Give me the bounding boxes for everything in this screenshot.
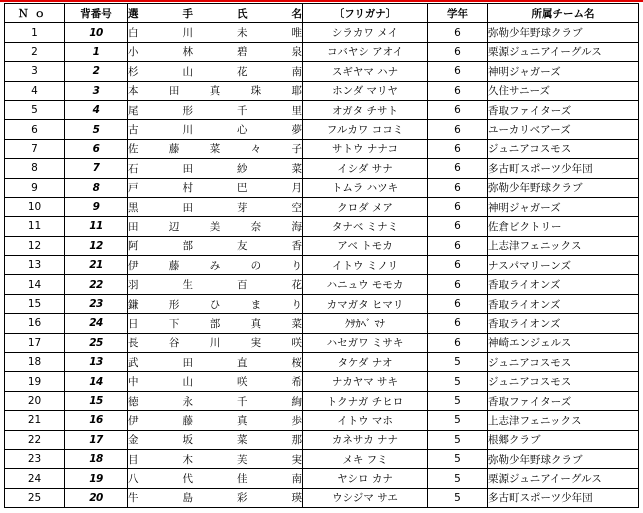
row-grade: 6 — [428, 275, 488, 294]
row-no: 23 — [5, 449, 65, 468]
row-no: 12 — [5, 236, 65, 255]
table-row — [5, 488, 639, 507]
row-grade: 6 — [428, 100, 488, 119]
row-kana: サトウ ナナコ — [303, 139, 428, 158]
table-row — [5, 372, 639, 391]
table-row — [5, 430, 639, 449]
row-grade: 6 — [428, 256, 488, 275]
row-number: 9 — [65, 197, 128, 216]
row-team: 多古町スポーツ少年団 — [488, 159, 639, 178]
row-no: 5 — [5, 100, 65, 119]
header-kana: 〔フリガナ〕 — [303, 4, 428, 23]
row-team: ユーカリベアーズ — [488, 120, 639, 139]
row-name: 伊 藤 真 歩 — [128, 411, 303, 430]
row-name: 尾 形 千 里 — [128, 100, 303, 119]
header-grade: 学年 — [428, 4, 488, 23]
row-team: 神崎エンジェルス — [488, 333, 639, 352]
row-name: 戸 村 巴 月 — [128, 178, 303, 197]
row-kana: イトウ ミノリ — [303, 256, 428, 275]
table-row — [5, 391, 639, 410]
row-name: 長 谷 川 実 咲 — [128, 333, 303, 352]
row-kana: スギヤマ ハナ — [303, 62, 428, 81]
row-grade: 6 — [428, 314, 488, 333]
row-team: ジュニアコスモス — [488, 139, 639, 158]
row-number: 8 — [65, 178, 128, 197]
row-number: 15 — [65, 391, 128, 410]
row-kana: フルカワ ココミ — [303, 120, 428, 139]
row-team: 香取ライオンズ — [488, 314, 639, 333]
row-number: 19 — [65, 469, 128, 488]
row-kana: ウシジマ サエ — [303, 488, 428, 507]
row-name: 白 川 未 唯 — [128, 23, 303, 42]
row-number: 23 — [65, 294, 128, 313]
table-row — [5, 256, 639, 275]
row-grade: 6 — [428, 23, 488, 42]
row-kana: ナカヤマ サキ — [303, 372, 428, 391]
row-kana: ｸｻｶﾍﾞ ﾏﾅ — [303, 314, 428, 333]
row-number: 1 — [65, 42, 128, 61]
row-kana: イシダ サナ — [303, 159, 428, 178]
row-kana: シラカワ メイ — [303, 23, 428, 42]
row-grade: 6 — [428, 42, 488, 61]
row-name: 目 木 芙 実 — [128, 449, 303, 468]
row-grade: 5 — [428, 411, 488, 430]
row-team: 弥勒少年野球クラブ — [488, 449, 639, 468]
row-no: 8 — [5, 159, 65, 178]
row-no: 6 — [5, 120, 65, 139]
table-row — [5, 294, 639, 313]
row-kana: アベ トモカ — [303, 236, 428, 255]
row-no: 11 — [5, 217, 65, 236]
table-row — [5, 217, 639, 236]
table-row — [5, 469, 639, 488]
row-team: 神明ジャガーズ — [488, 62, 639, 81]
row-number: 6 — [65, 139, 128, 158]
row-team: 佐倉ビクトリー — [488, 217, 639, 236]
row-no: 17 — [5, 333, 65, 352]
row-grade: 6 — [428, 81, 488, 100]
row-team: 香取ライオンズ — [488, 275, 639, 294]
row-team: 香取ファイターズ — [488, 100, 639, 119]
table-row — [5, 275, 639, 294]
row-number: 20 — [65, 488, 128, 507]
row-number: 11 — [65, 217, 128, 236]
row-name: 徳 永 千 絢 — [128, 391, 303, 410]
row-kana: ホンダ マリヤ — [303, 81, 428, 100]
player-roster-table — [4, 3, 639, 508]
table-row — [5, 23, 639, 42]
row-team: 上志津フェニックス — [488, 411, 639, 430]
row-grade: 6 — [428, 197, 488, 216]
row-name: 伊 藤 み の り — [128, 256, 303, 275]
table-row — [5, 449, 639, 468]
row-team: 根郷クラブ — [488, 430, 639, 449]
row-kana: トクナガ チヒロ — [303, 391, 428, 410]
row-grade: 6 — [428, 333, 488, 352]
row-name: 田 辺 美 奈 海 — [128, 217, 303, 236]
row-name: 武 田 直 桜 — [128, 353, 303, 372]
row-kana: オガタ チサト — [303, 100, 428, 119]
row-kana: カネサカ ナナ — [303, 430, 428, 449]
top-red-line — [0, 0, 643, 2]
row-team: 香取ライオンズ — [488, 294, 639, 313]
row-name: 佐 藤 菜 々 子 — [128, 139, 303, 158]
row-grade: 6 — [428, 178, 488, 197]
row-name: 中 山 咲 希 — [128, 372, 303, 391]
row-team: 久住サニーズ — [488, 81, 639, 100]
row-no: 10 — [5, 197, 65, 216]
row-number: 22 — [65, 275, 128, 294]
table-row — [5, 81, 639, 100]
row-name: 羽 生 百 花 — [128, 275, 303, 294]
row-grade: 5 — [428, 449, 488, 468]
row-kana: コバヤシ アオイ — [303, 42, 428, 61]
header-name: 選 手 氏 名 — [128, 4, 303, 23]
row-name: 古 川 心 夢 — [128, 120, 303, 139]
row-team: 弥勒少年野球クラブ — [488, 23, 639, 42]
row-grade: 5 — [428, 469, 488, 488]
row-grade: 5 — [428, 372, 488, 391]
header-team: 所属チーム名 — [488, 4, 639, 23]
row-grade: 6 — [428, 236, 488, 255]
row-name: 金 坂 菜 那 — [128, 430, 303, 449]
row-team: 弥勒少年野球クラブ — [488, 178, 639, 197]
row-grade: 5 — [428, 488, 488, 507]
row-number: 24 — [65, 314, 128, 333]
row-no: 25 — [5, 488, 65, 507]
row-no: 14 — [5, 275, 65, 294]
row-number: 21 — [65, 256, 128, 275]
row-name: 日 下 部 真 菜 — [128, 314, 303, 333]
row-no: 4 — [5, 81, 65, 100]
row-no: 24 — [5, 469, 65, 488]
row-no: 9 — [5, 178, 65, 197]
row-grade: 5 — [428, 430, 488, 449]
row-kana: トムラ ハツキ — [303, 178, 428, 197]
row-team: ジュニアコスモス — [488, 372, 639, 391]
header-number: 背番号 — [65, 4, 128, 23]
table-row — [5, 120, 639, 139]
row-name: 黒 田 芽 空 — [128, 197, 303, 216]
row-no: 3 — [5, 62, 65, 81]
row-no: 18 — [5, 353, 65, 372]
row-number: 3 — [65, 81, 128, 100]
table-row — [5, 178, 639, 197]
row-name: 石 田 紗 菜 — [128, 159, 303, 178]
row-name: 阿 部 友 香 — [128, 236, 303, 255]
row-number: 12 — [65, 236, 128, 255]
row-no: 2 — [5, 42, 65, 61]
row-number: 13 — [65, 353, 128, 372]
row-kana: ハセガワ ミサキ — [303, 333, 428, 352]
table-row — [5, 411, 639, 430]
row-kana: タケダ ナオ — [303, 353, 428, 372]
row-number: 7 — [65, 159, 128, 178]
row-number: 14 — [65, 372, 128, 391]
row-number: 16 — [65, 411, 128, 430]
table-row — [5, 236, 639, 255]
table-row — [5, 314, 639, 333]
row-team: ナスパマリーンズ — [488, 256, 639, 275]
row-number: 10 — [65, 23, 128, 42]
header-no: Ｎｏ — [5, 4, 65, 23]
row-no: 1 — [5, 23, 65, 42]
row-number: 25 — [65, 333, 128, 352]
row-team: 香取ファイターズ — [488, 391, 639, 410]
row-kana: イトウ マホ — [303, 411, 428, 430]
row-no: 13 — [5, 256, 65, 275]
row-name: 本 田 真 珠 耶 — [128, 81, 303, 100]
row-name: 鎌 形 ひ ま り — [128, 294, 303, 313]
row-team: ジュニアコスモス — [488, 353, 639, 372]
row-team: 上志津フェニックス — [488, 236, 639, 255]
row-number: 17 — [65, 430, 128, 449]
row-grade: 6 — [428, 139, 488, 158]
row-name: 杉 山 花 南 — [128, 62, 303, 81]
row-number: 5 — [65, 120, 128, 139]
row-number: 18 — [65, 449, 128, 468]
row-grade: 5 — [428, 391, 488, 410]
row-kana: ヤシロ カナ — [303, 469, 428, 488]
row-kana: クロダ メア — [303, 197, 428, 216]
row-kana: カマガタ ヒマリ — [303, 294, 428, 313]
row-no: 16 — [5, 314, 65, 333]
row-grade: 6 — [428, 294, 488, 313]
table-row — [5, 159, 639, 178]
row-grade: 5 — [428, 353, 488, 372]
row-grade: 6 — [428, 62, 488, 81]
row-grade: 6 — [428, 159, 488, 178]
row-grade: 6 — [428, 120, 488, 139]
row-no: 7 — [5, 139, 65, 158]
row-team: 神明ジャガーズ — [488, 197, 639, 216]
row-team: 栗源ジュニアイーグルス — [488, 42, 639, 61]
row-name: 八 代 佳 南 — [128, 469, 303, 488]
table-row — [5, 100, 639, 119]
row-team: 栗源ジュニアイーグルス — [488, 469, 639, 488]
row-no: 20 — [5, 391, 65, 410]
table-row — [5, 42, 639, 61]
row-team: 多古町スポーツ少年団 — [488, 488, 639, 507]
table-row — [5, 333, 639, 352]
table-row — [5, 197, 639, 216]
row-no: 19 — [5, 372, 65, 391]
row-kana: メキ フミ — [303, 449, 428, 468]
row-number: 2 — [65, 62, 128, 81]
row-no: 22 — [5, 430, 65, 449]
row-number: 4 — [65, 100, 128, 119]
table-row — [5, 353, 639, 372]
row-no: 15 — [5, 294, 65, 313]
row-name: 牛 島 彩 瑛 — [128, 488, 303, 507]
row-kana: ハニュウ モモカ — [303, 275, 428, 294]
row-no: 21 — [5, 411, 65, 430]
table-row — [5, 62, 639, 81]
header-row — [5, 4, 639, 23]
row-name: 小 林 碧 泉 — [128, 42, 303, 61]
row-grade: 6 — [428, 217, 488, 236]
row-kana: タナベ ミナミ — [303, 217, 428, 236]
roster-body — [5, 23, 639, 508]
table-row — [5, 139, 639, 158]
